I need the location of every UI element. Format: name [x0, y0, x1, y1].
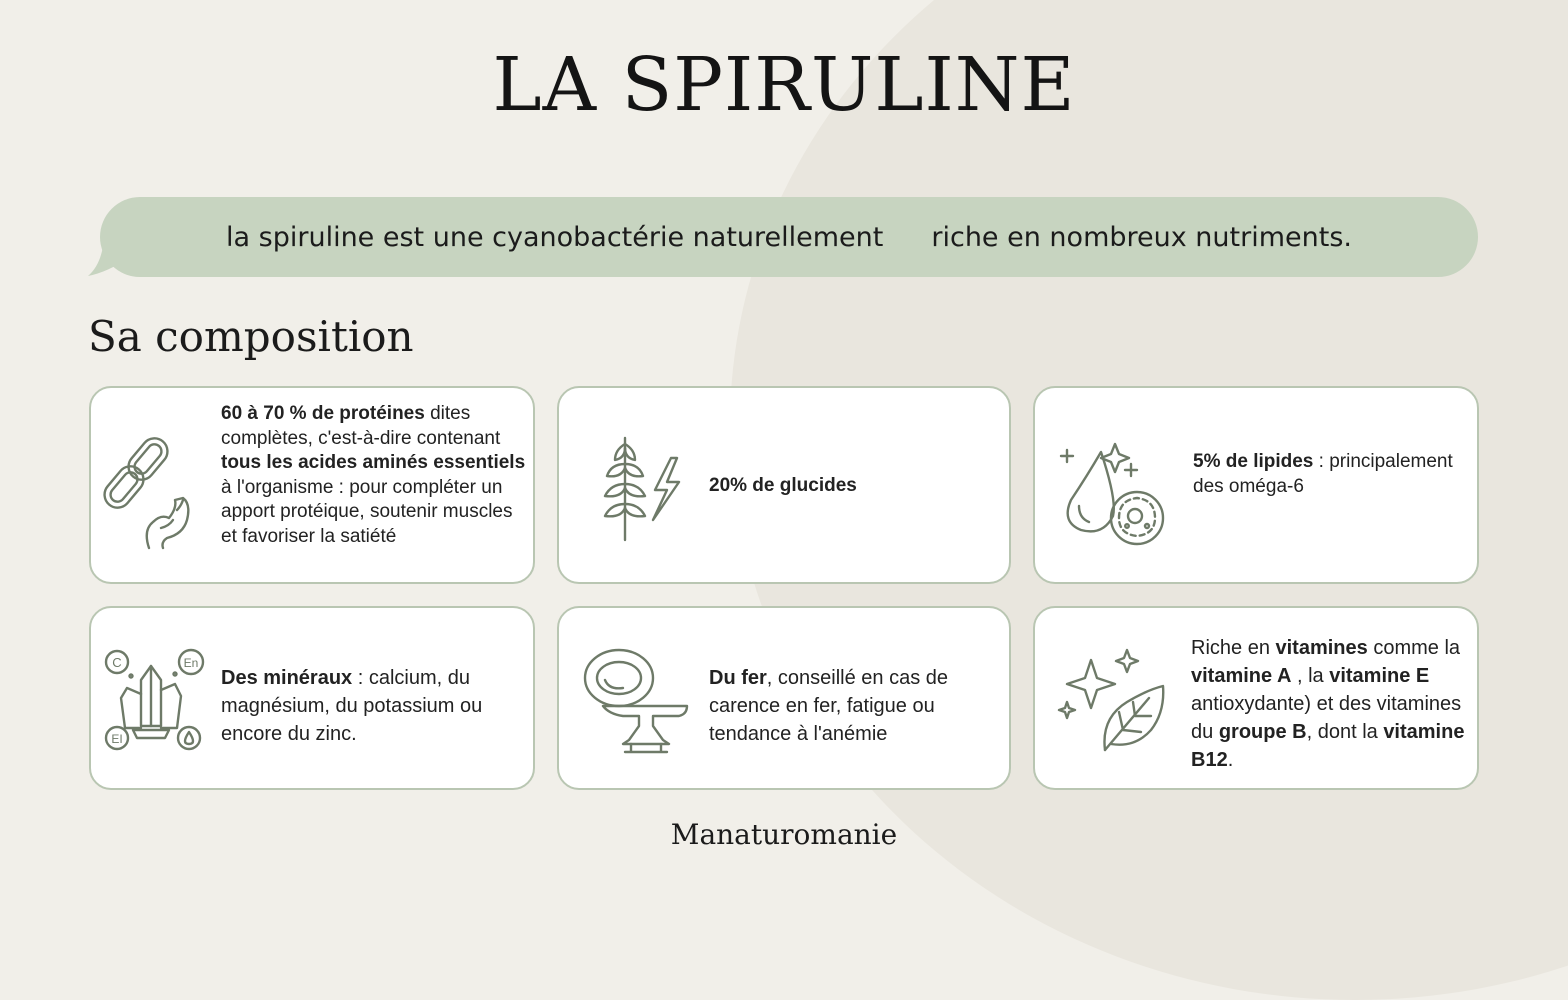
card-vitamins — [1033, 606, 1479, 790]
card-iron — [557, 606, 1011, 790]
vitamin-e-highlight: vitamine E — [1329, 665, 1430, 687]
proteins-highlight: 60 à 70 % de protéines — [221, 403, 425, 424]
footer-brand: Manaturomanie — [670, 818, 898, 851]
card-glucides-text — [709, 474, 999, 499]
vitamins-text-d: antioxydante) et des vitamines du — [1191, 693, 1462, 743]
section-title: Sa composition — [88, 312, 414, 361]
card-proteins-text — [221, 402, 533, 549]
lipides-highlight: 5% de lipides — [1193, 451, 1314, 472]
iron-highlight: Du fer — [709, 667, 767, 689]
card-lipides — [1033, 386, 1479, 584]
glucides-highlight: 20% de glucides — [709, 475, 857, 496]
proteins-text-b: à l'organisme : pour compléter un apport protéique, soutenir muscles et favoriser la satiété — [221, 476, 513, 547]
sparkle-leaf-icon — [1055, 646, 1167, 756]
group-b-highlight: groupe B — [1218, 721, 1307, 743]
vitamins-text-a: Riche en — [1191, 637, 1276, 659]
intro-bubble — [100, 197, 1478, 277]
amino-acids-highlight: tous les acides aminés essentiels — [221, 452, 526, 473]
vitamin-b12-highlight: vitamine B12 — [1191, 721, 1465, 771]
mineral-ei-label: EI — [111, 732, 123, 746]
droplet-cell-icon — [1057, 430, 1169, 546]
iron-text: , conseillé en cas de carence en fer, fatigue ou tendance à l'anémie — [709, 667, 949, 745]
minerals-text: : calcium, du magnésium, du potassium ou encore du zinc. — [221, 667, 483, 745]
mineral-c-label: C — [112, 655, 122, 670]
wheat-lightning-icon — [593, 432, 685, 544]
card-vitamins-text — [1191, 634, 1475, 774]
iron-anvil-icon — [583, 644, 695, 760]
page-title: LA SPIRULINE — [492, 42, 1076, 128]
chain-muscle-icon — [105, 430, 205, 550]
vitamins-text-f: . — [1227, 749, 1234, 771]
proteins-text-a: dites complètes, c'est-à-dire contenant — [221, 403, 501, 449]
card-proteins — [89, 386, 535, 584]
vitamin-a-highlight: vitamine A — [1191, 665, 1292, 687]
card-iron-text — [709, 664, 999, 748]
intro-text-part2: riche en nombreux nutriments. — [931, 221, 1352, 253]
intro-text-part1: la spiruline est une cyanobactérie naturellement — [226, 221, 884, 253]
crystals-icon — [103, 646, 211, 756]
lipides-text: : principalement des oméga-6 — [1193, 451, 1453, 497]
vitamins-text-b: comme la — [1367, 637, 1461, 659]
mineral-en-label: En — [183, 656, 199, 670]
vitamins-text-e: , dont la — [1306, 721, 1384, 743]
card-lipides-text — [1193, 450, 1463, 499]
minerals-highlight: Des minéraux — [221, 667, 353, 689]
card-minerals — [89, 606, 535, 790]
vitamins-text-c: , la — [1291, 665, 1330, 687]
vitamins-highlight: vitamines — [1275, 637, 1368, 659]
card-glucides — [557, 386, 1011, 584]
intro-text — [226, 222, 1352, 253]
card-minerals-text — [221, 664, 519, 748]
